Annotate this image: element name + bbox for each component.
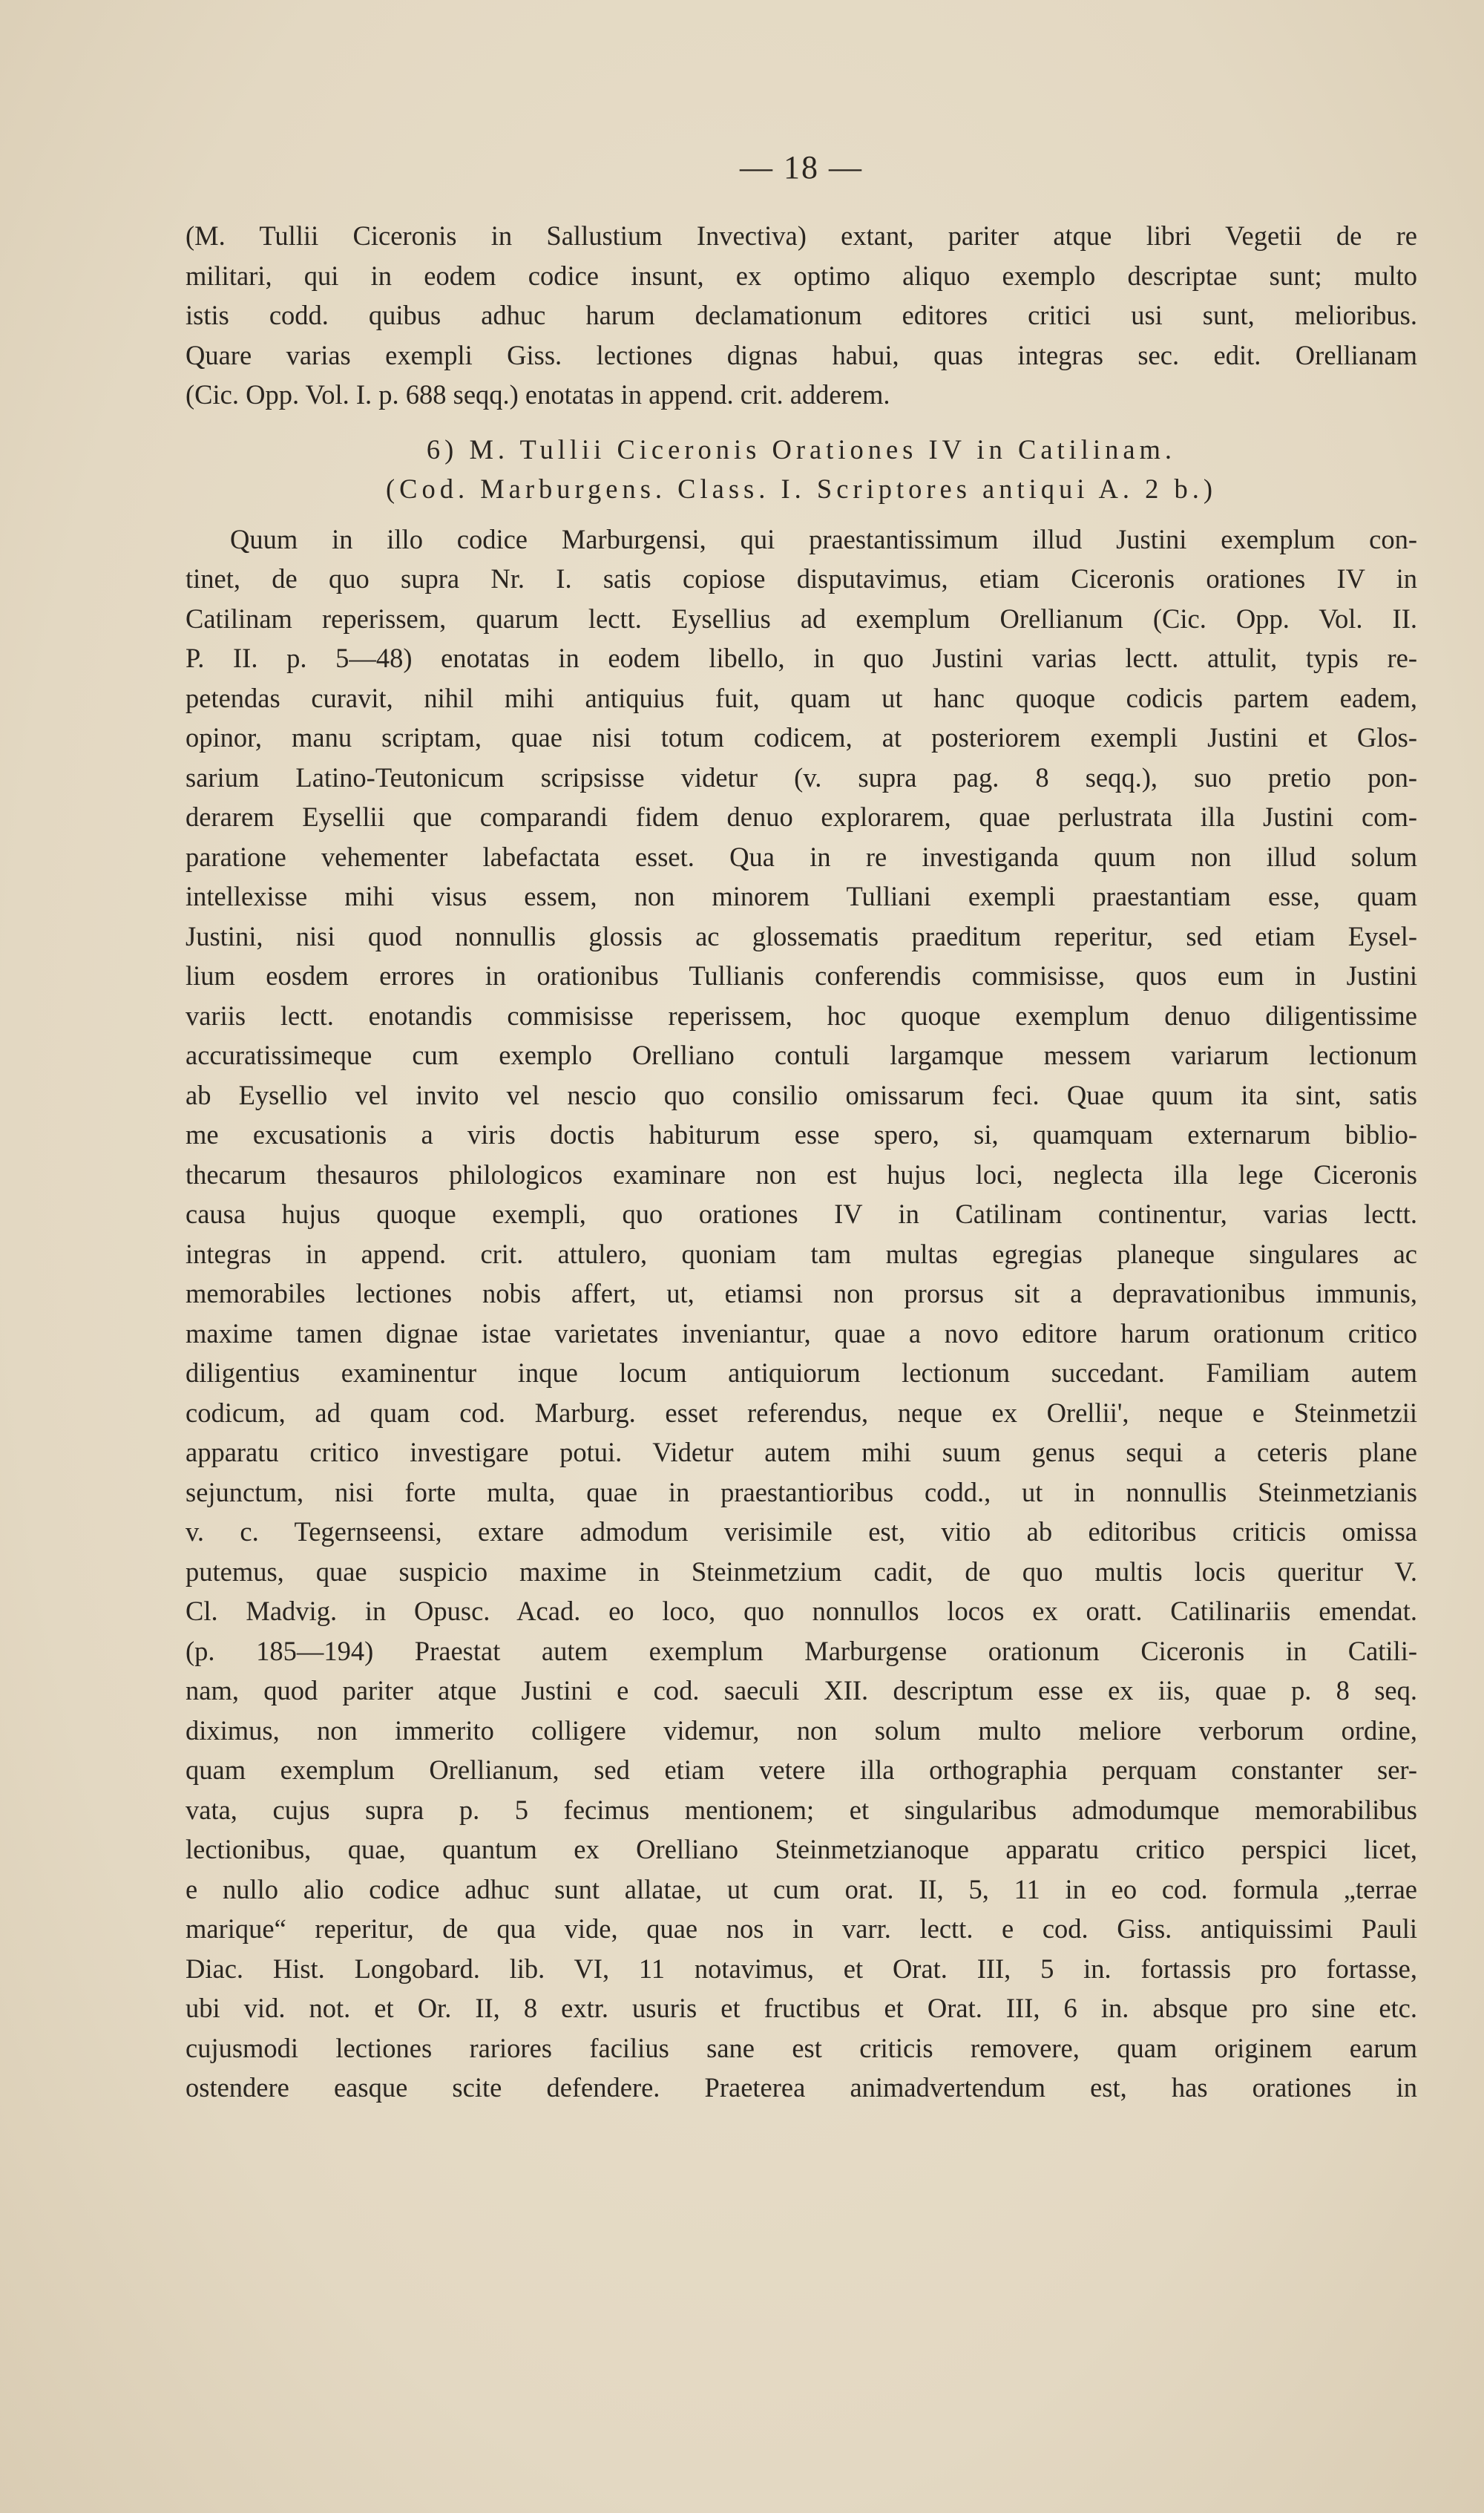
text-line: lectionibus, quae, quantum ex Orelliano Steinmetzianoque apparatu critico perspici licet, <box>186 1834 1417 1864</box>
text-line: ubi vid. not. et Or. II, 8 extr. usuris et fructibus et Orat. III, 6 in. absque pro sine etc. <box>186 1993 1417 2023</box>
text-line: sejunctum, nisi forte multa, quae in praestantioribus codd., ut in nonnullis Steinmetzianis <box>186 1476 1417 1507</box>
text-line: Quare varias exempli Giss. lectiones dignas habui, quas integras sec. edit. Orellianam <box>186 339 1417 370</box>
text-line: marique“ reperitur, de qua vide, quae nos in varr. lectt. e cod. Giss. antiquissimi Pauli <box>186 1913 1417 1944</box>
text-line: maxime tamen dignae istae varietates inveniantur, quae a novo editore harum orationum critico <box>186 1317 1417 1349</box>
text-line: variis lectt. enotandis commisisse reperissem, hoc quoque exemplum denuo diligentissime <box>186 1000 1417 1031</box>
paragraph-2 <box>186 520 1417 2108</box>
text-line: memorabiles lectiones nobis affert, ut, etiamsi non prorsus sit a depravationibus immunis, <box>186 1278 1417 1308</box>
text-line: diximus, non immerito colligere videmur, non solum multo meliore verborum ordine, <box>186 1714 1417 1746</box>
text-line: Diac. Hist. Longobard. lib. VI, 11 notavimus, et Orat. III, 5 in. fortassis pro fortasse, <box>186 1953 1417 1984</box>
text-line: Quum in illo codice Marburgensi, qui praestantissimum illud Justini exemplum con- <box>230 523 1417 554</box>
text-line: cujusmodi lectiones rariores facilius sane est criticis removere, quam originem earum <box>186 2032 1417 2063</box>
text-line: istis codd. quibus adhuc harum declamationum editores critici usi sunt, melioribus. <box>186 300 1417 330</box>
text-line: (Cic. Opp. Vol. I. p. 688 seqq.) enotatas in append. crit. adderem. <box>186 379 890 410</box>
text-line: tinet, de quo supra Nr. I. satis copiose disputavimus, etiam Ciceronis orationes IV in <box>186 563 1417 594</box>
section-heading: 6) M. Tullii Ciceronis Orationes IV in Catilinam. <box>426 433 1177 465</box>
text-line: Catilinam reperissem, quarum lectt. Eysellius ad exemplum Orellianum (Cic. Opp. Vol. II. <box>186 603 1417 634</box>
text-line: derarem Eysellii que comparandi fidem denuo explorarem, quae perlustrata illa Justini com- <box>186 802 1417 832</box>
text-line: codicum, ad quam cod. Marburg. esset referendus, neque ex Orellii', neque e Steinmetzii <box>186 1397 1417 1428</box>
text-line: Justini, nisi quod nonnullis glossis ac glossematis praeditum reperitur, sed etiam Eysel- <box>186 920 1417 951</box>
text-line: (M. Tullii Ciceronis in Sallustium Invectiva) extant, pariter atque libri Vegetii de re <box>186 220 1417 251</box>
text-line: paratione vehementer labefactata esset. Qua in re investiganda quum non illud solum <box>186 841 1417 872</box>
text-block <box>186 148 1417 2108</box>
text-line: ab Eysellio vel invito vel nescio quo consilio omissarum feci. Quae quum ita sint, satis <box>186 1079 1417 1110</box>
text-line: Cl. Madvig. in Opusc. Acad. eo loco, quo nonnullos locos ex oratt. Catilinariis emendat. <box>186 1596 1417 1626</box>
text-line: e nullo alio codice adhuc sunt allatae, ut cum orat. II, 5, 11 in eo cod. formula „terrae <box>186 1873 1417 1904</box>
text-line: militari, qui in eodem codice insunt, ex optimo aliquo exemplo descriptae sunt; multo <box>186 260 1417 291</box>
text-line: petendas curavit, nihil mihi antiquius fuit, quam ut hanc quoque codicis partem eadem, <box>186 682 1417 713</box>
text-line: (p. 185—194) Praestat autem exemplum Marburgense orationum Ciceronis in Catili- <box>186 1635 1417 1666</box>
paragraph-1 <box>186 216 1417 415</box>
text-line: accuratissimeque cum exemplo Orelliano contuli largamque messem variarum lectionum <box>186 1040 1417 1070</box>
text-line: integras in append. crit. attulero, quoniam tam multas egregias planeque singulares ac <box>186 1238 1417 1269</box>
text-line: causa hujus quoque exempli, quo orationes IV in Catilinam continentur, varias lectt. <box>186 1199 1417 1229</box>
section-subheading: (Cod. Marburgens. Class. I. Scriptores antiqui A. 2 b.) <box>385 474 1218 504</box>
text-line: lium eosdem errores in orationibus Tullianis conferendis commisisse, quos eum in Justini <box>186 960 1417 991</box>
text-line: diligentius examinentur inque locum antiquiorum lectionum succedant. Familiam autem <box>186 1357 1417 1388</box>
text-line: thecarum thesauros philologicos examinare non est hujus loci, neglecta illa lege Ciceronis <box>186 1159 1417 1190</box>
text-line: P. II. p. 5—48) enotatas in eodem libello, in quo Justini varias lectt. attulit, typis re- <box>186 643 1417 673</box>
text-line: apparatu critico investigare potui. Videtur autem mihi suum genus sequi a ceteris plane <box>186 1437 1417 1467</box>
text-line: me excusationis a viris doctis habiturum esse spero, si, quamquam externarum biblio- <box>186 1119 1417 1150</box>
text-line: ostendere easque scite defendere. Praeterea animadvertendum est, has orationes in <box>186 2072 1417 2103</box>
text-line: opinor, manu scriptam, quae nisi totum codicem, at posteriorem exempli Justini et Glos- <box>186 722 1417 753</box>
text-line: sarium Latino-Teutonicum scripsisse videtur (v. supra pag. 8 seqq.), suo pretio pon- <box>186 761 1417 793</box>
text-line: nam, quod pariter atque Justini e cod. saeculi XII. descriptum esse ex iis, quae p. 8 seq. <box>186 1675 1417 1706</box>
text-line: v. c. Tegernseensi, extare admodum verisimile est, vitio ab editoribus criticis omissa <box>186 1516 1417 1547</box>
page-number: — 18 — <box>740 149 863 186</box>
text-line: quam exemplum Orellianum, sed etiam vetere illa orthographia perquam constanter ser- <box>186 1754 1417 1785</box>
text-line: intellexisse mihi visus essem, non minorem Tulliani exempli praestantiam esse, quam <box>186 881 1417 911</box>
text-line: vata, cujus supra p. 5 fecimus mentionem; et singularibus admodumque memorabilibus <box>186 1794 1417 1825</box>
text-line: putemus, quae suspicio maxime in Steinmetzium cadit, de quo multis locis queritur V. <box>186 1556 1417 1587</box>
